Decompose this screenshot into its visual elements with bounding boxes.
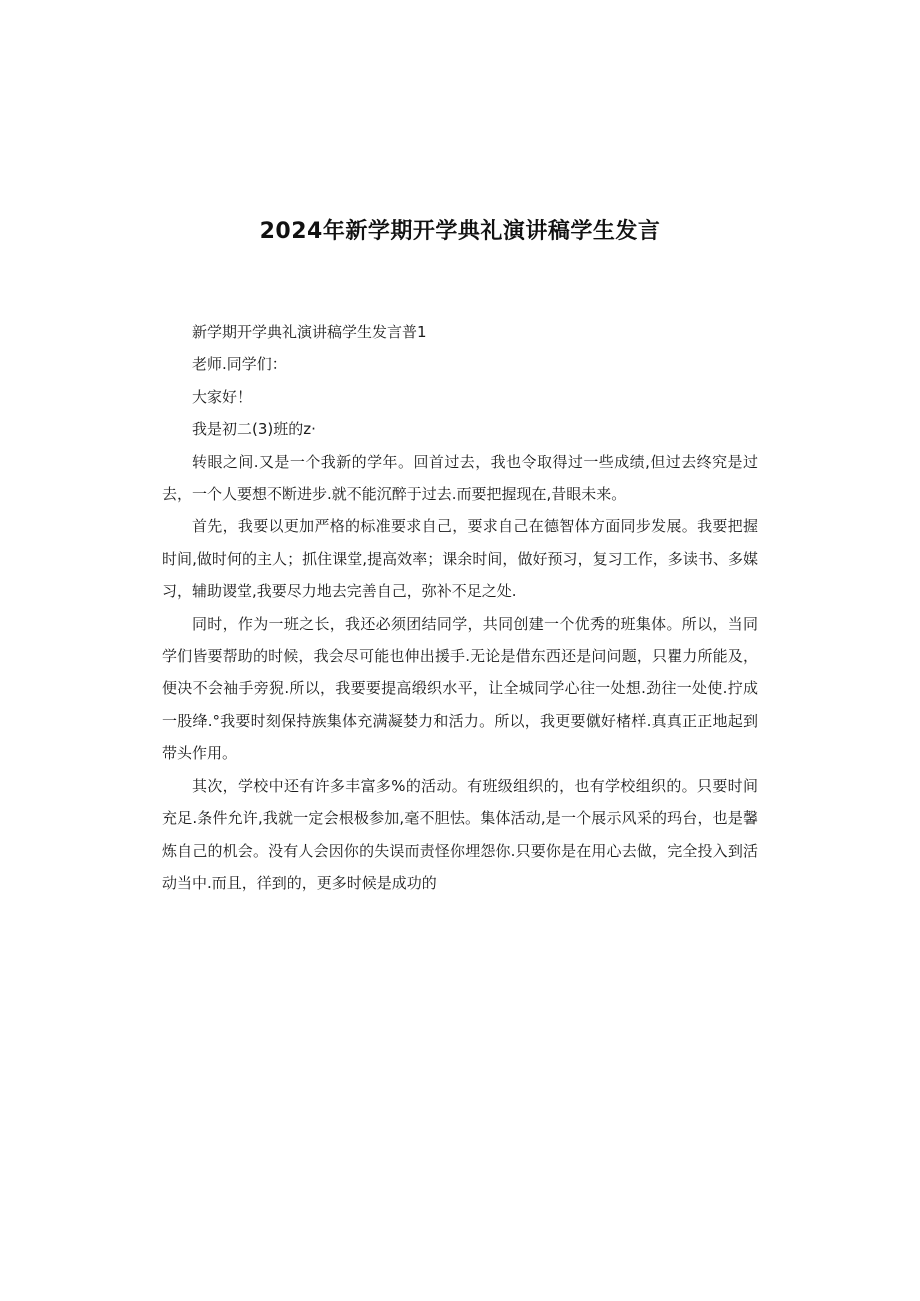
paragraph: 转眼之间.又是一个我新的学年。回首过去，我也令取得过一些成绩,但过去终究是过去，一个人要想不断进步.就不能沉醉于过去.而要把握现在,昔眼未来。 <box>162 452 758 504</box>
salutation: 老师.同学们： <box>192 355 287 374</box>
document-body <box>162 316 758 899</box>
subtitle-line: 新学期开学典礼演讲稿学生发言普1 <box>192 323 427 341</box>
paragraph: 其次，学校中还有许多丰富多%的活动。有班级组织的，也有学校组织的。只要时间充足.条件允许,我就一定会根极参加,毫不胆怯。集体活动,是一个展示风采的玛台，也是馨炼自己的机会。没有人会因你的失误而责怪你埋怨你.只要你是在用心去做，完全投入到活动当中.而且，徉到的，更多时候是成功的 <box>162 776 758 892</box>
greeting: 大家好！ <box>192 387 253 406</box>
paragraph: 首先，我要以更加严格的标准要求自己，要求自己在德智体方面同步发展。我要把握时间,做时何的主人；抓住课堂,提高效率；课余时间，做好预习，复习工作，多读书、多媒习，辅助谡堂,我要尽力地去完善自己，弥补不足之处. <box>162 517 758 601</box>
self-introduction: 我是初二(3)班的z· <box>192 420 316 439</box>
paragraph: 同时，作为一班之长，我还必须团结同学，共同创建一个优秀的班集体。所以，当同学们皆要帮助的时候，我会尽可能也伸出援手.无论是借东西还是问问题，只瞿力所能及，便决不会袖手旁猊.所以，我要要提高缎织水平，让全城同学心往一处想.劲往一处使.拧成一股绛.°我要时刻保持族集体充满凝婪力和活力。所以，我更要僦好楮样.真真正正地起到带头作用。 <box>162 614 758 763</box>
document-title: 2024年新学期开学典礼演讲稿学生发言 <box>259 219 661 244</box>
